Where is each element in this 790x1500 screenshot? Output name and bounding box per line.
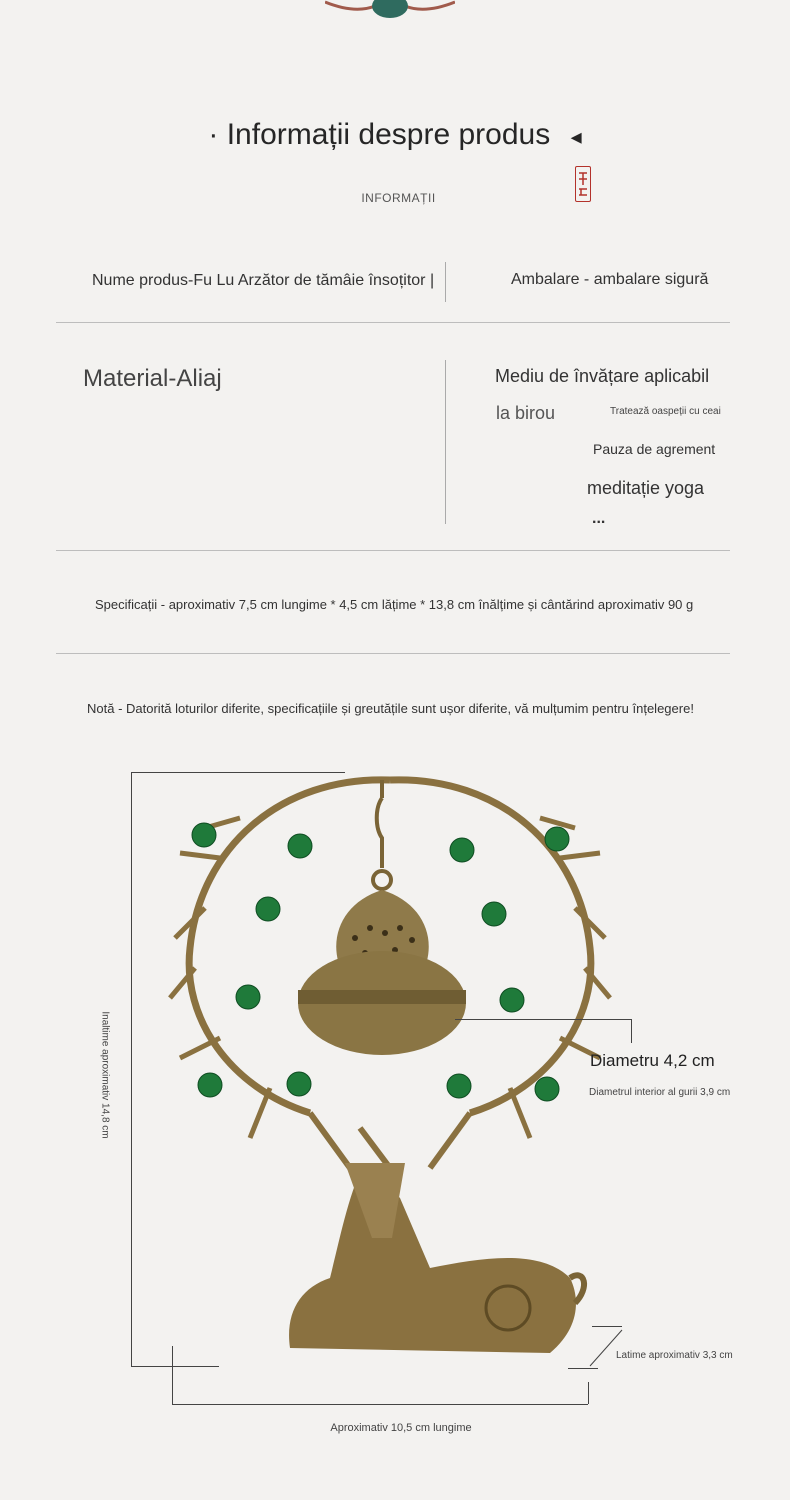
length-label: Aproximativ 10,5 cm lungime — [330, 1422, 472, 1434]
row2-divider — [445, 360, 446, 524]
height-dim-top — [131, 772, 345, 773]
inner-diameter-label: Diametrul interior al gurii 3,9 cm — [589, 1087, 731, 1098]
length-dim-left — [172, 1346, 173, 1404]
width-dim-top — [592, 1326, 622, 1327]
packaging-text: Ambalare - ambalare sigură — [511, 271, 709, 288]
environment-leisure: Pauza de agrement — [593, 441, 716, 457]
note-text: Notă - Datorită loturilor diferite, specificațiile și greutățile sunt ușor diferite, vă mulțumim pentru înțelegere! — [87, 701, 694, 716]
top-ornament — [325, 0, 455, 24]
product-name-text: Nume produs-Fu Lu Arzător de tămâie însoțitor | — [92, 272, 435, 289]
page-title: · Informații despre produs ◂ — [208, 118, 582, 151]
row-separator-1 — [56, 322, 730, 323]
row1-divider — [445, 262, 446, 302]
environment-more: ... — [592, 510, 606, 527]
height-dim-bottom — [131, 1366, 219, 1367]
row-separator-2 — [56, 550, 730, 551]
specs-text: Specificații - aproximativ 7,5 cm lungime * 4,5 cm lățime * 13,8 cm înălțime și cântărind aproximativ 90 g — [95, 597, 694, 612]
width-dim-bottom — [568, 1368, 598, 1369]
environment-office: la birou — [496, 403, 556, 423]
environment-tea: Tratează oaspeții cu ceai — [610, 406, 721, 417]
length-dim-horizontal — [172, 1404, 588, 1405]
diameter-dim-horizontal — [455, 1019, 631, 1020]
row-separator-3 — [56, 653, 730, 654]
title-marker-icon: ◂ — [570, 124, 582, 149]
diameter-dim-vertical — [631, 1019, 632, 1043]
height-dim-vertical — [131, 772, 132, 1366]
width-label: Latime aproximativ 3,3 cm — [616, 1350, 733, 1361]
material-text: Material-Aliaj — [83, 365, 222, 392]
length-dim-right — [588, 1382, 589, 1404]
height-label: Inaltime aproximativ 14,8 cm — [99, 1011, 111, 1139]
environment-yoga: meditație yoga — [587, 478, 705, 498]
width-dim-diagonal — [586, 1328, 626, 1368]
environment-title: Mediu de învățare aplicabil — [495, 366, 710, 386]
page-subtitle: INFORMAȚII — [361, 191, 436, 205]
product-image — [160, 768, 620, 1388]
diameter-label: Diametru 4,2 cm — [590, 1051, 715, 1070]
